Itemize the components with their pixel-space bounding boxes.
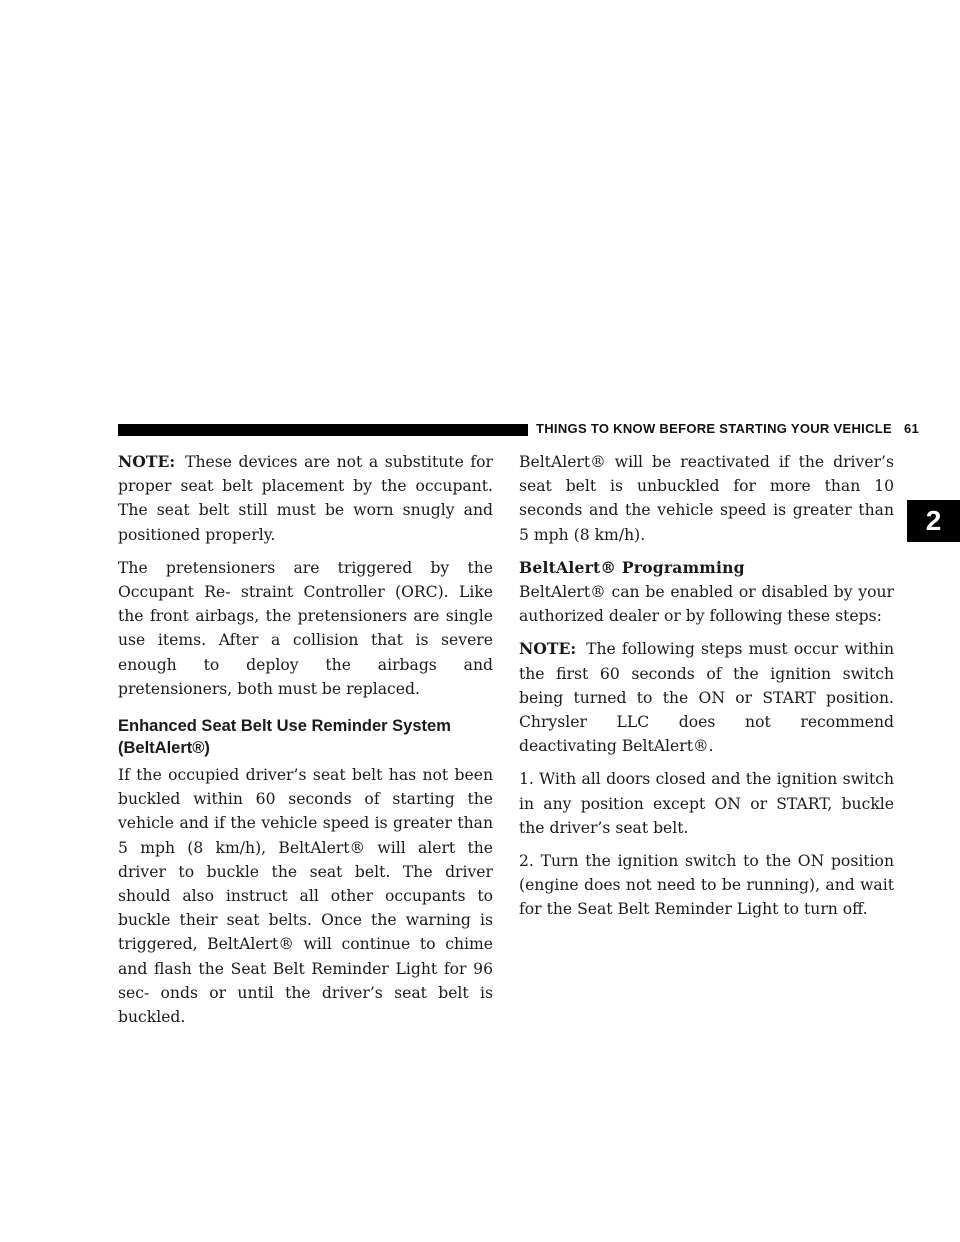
reactivation-paragraph: BeltAlert® will be reactivated if the driver’s seat belt is unbuckled for more than 10 seconds and the vehicle speed is greater than 5 mph (8 km/h). (519, 453, 894, 544)
step-2: 2. Turn the ignition switch to the ON position (engine does not need to be running), and wait for the Seat Belt Reminder Light to turn off. (519, 852, 894, 919)
page-number: 61 (903, 421, 920, 436)
note-text: The following steps must occur within the first 60 seconds of the ignition switch being turned to the ON or START position. Chrysler LLC does not recommend deactivating BeltAlert®. (519, 640, 894, 756)
subsection-heading: BeltAlert® Programming (519, 557, 745, 577)
note-paragraph (118, 450, 493, 547)
note-label: NOTE: (519, 639, 577, 659)
chapter-tab (907, 500, 960, 542)
header-title: THINGS TO KNOW BEFORE STARTING YOUR VEHICLE (536, 421, 892, 436)
beltalert-paragraph: If the occupied driver’s seat belt has not been buckled within 60 seconds of starting the vehicle and if the vehicle speed is greater than 5 mph (8 km/h), BeltAlert® will alert the driver to buckle the seat belt. The driver should also instruct all other occupants to buckle their seat belts. Once the warning is triggered, BeltAlert® will continue to chime and flash the Seat Belt Reminder Light for 96 sec- onds or until the driver’s seat belt is buckled. (118, 766, 493, 1027)
left-column (118, 450, 493, 1038)
section-heading: Enhanced Seat Belt Use Reminder System (BeltAlert®) (118, 717, 451, 758)
chapter-tab-label: 2 (925, 505, 942, 536)
header-rule-bar (118, 424, 528, 436)
step-1: 1. With all doors closed and the ignition switch in any position except ON or START, buckle the driver’s seat belt. (519, 770, 894, 837)
pretensioner-paragraph: The pretensioners are triggered by the Occupant Re- straint Controller (ORC). Like the front airbags, the pretensioners are single use items. After a collision that is severe enough to deploy the airbags and pretensioners, both must be replaced. (118, 558, 493, 698)
right-column (519, 450, 894, 931)
running-header (536, 421, 919, 436)
note-text: These devices are not a substitute for proper seat belt placement by the occupant. The seat belt still must be worn snugly and positioned properly. (118, 453, 493, 544)
note-label: NOTE: (118, 452, 176, 471)
programming-paragraph: BeltAlert® can be enabled or disabled by your authorized dealer or by following these steps: (519, 583, 894, 626)
note-paragraph (519, 637, 894, 758)
